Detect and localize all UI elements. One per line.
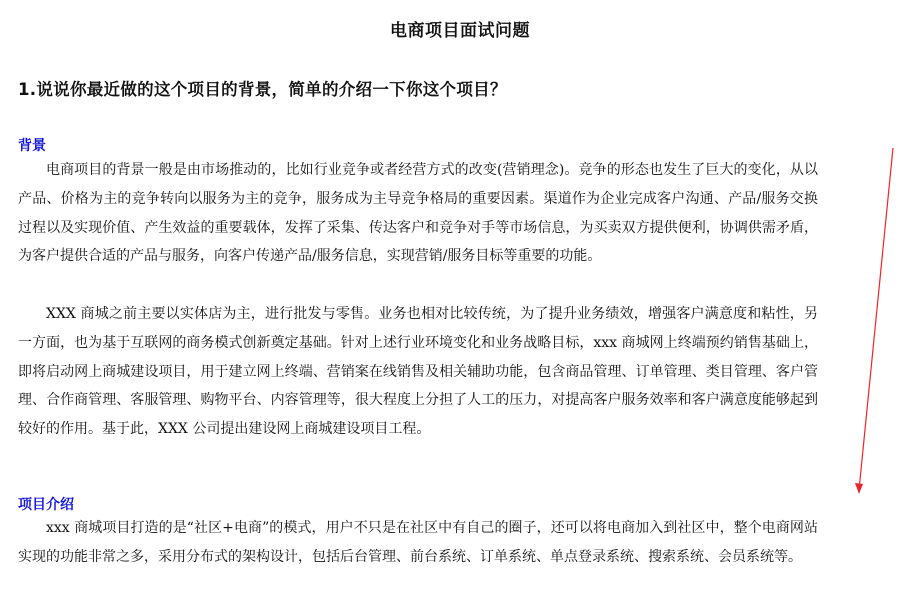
section-heading-background: 背景 [18,138,46,154]
background-paragraph-2: XXX 商城之前主要以实体店为主，进行批发与零售。业务也相对比较传统，为了提升业务绩效，增强客户满意度和粘性，另一方面，也为基于互联网的商务模式创新奠定基础。针对上述行业环境变化和业务战略目标，xxx 商城网上终端预约销售基础上，即将启动网上商城建设项目，用于建立网上终端、营销案在线销售及相关辅助功能，包含商品管理、订单管理、类目管理、客户管理、合作商管理、客服管理、购物平台、内容管理等，很大程度上分担了人工的压力，对提高客户服务效率和客户满意度能够起到较好的作用。基于此，XXX 公司提出建设网上商城建设项目工程。 [18,306,818,438]
annotation-arrow-line [859,148,893,490]
section-heading-project-intro: 项目介绍 [18,497,74,513]
document-title: 电商项目面试问题 [390,21,530,41]
project-intro-paragraph: xxx 商城项目打造的是“社区+电商”的模式，用户不只是在社区中有自己的圈子，还可以将电商加入到社区中，整个电商网站实现的功能非常之多，采用分布式的架构设计，包括后台管理、前台系统、订单系统、单点登录系统、搜索系统、会员系统等。 [18,520,818,565]
question-heading: 1.说说你最近做的这个项目的背景，简单的介绍一下你这个项目？ [18,80,507,99]
annotation-arrow-head [855,483,863,494]
background-paragraph-1: 电商项目的背景一般是由市场推动的，比如行业竞争或者经营方式的改变(营销理念)。竞争的形态也发生了巨大的变化，从以产品、价格为主的竞争转向以服务为主的竞争，服务成为主导竞争格局的重要因素。渠道作为企业完成客户沟通、产品/服务交换过程以及实现价值、产生效益的重要载体，发挥了采集、传达客户和竞争对手等市场信息，为买卖双方提供便利，协调供需矛盾，为客户提供合适的产品与服务，向客户传递产品/服务信息，实现营销/服务目标等重要的功能。 [18,162,818,265]
